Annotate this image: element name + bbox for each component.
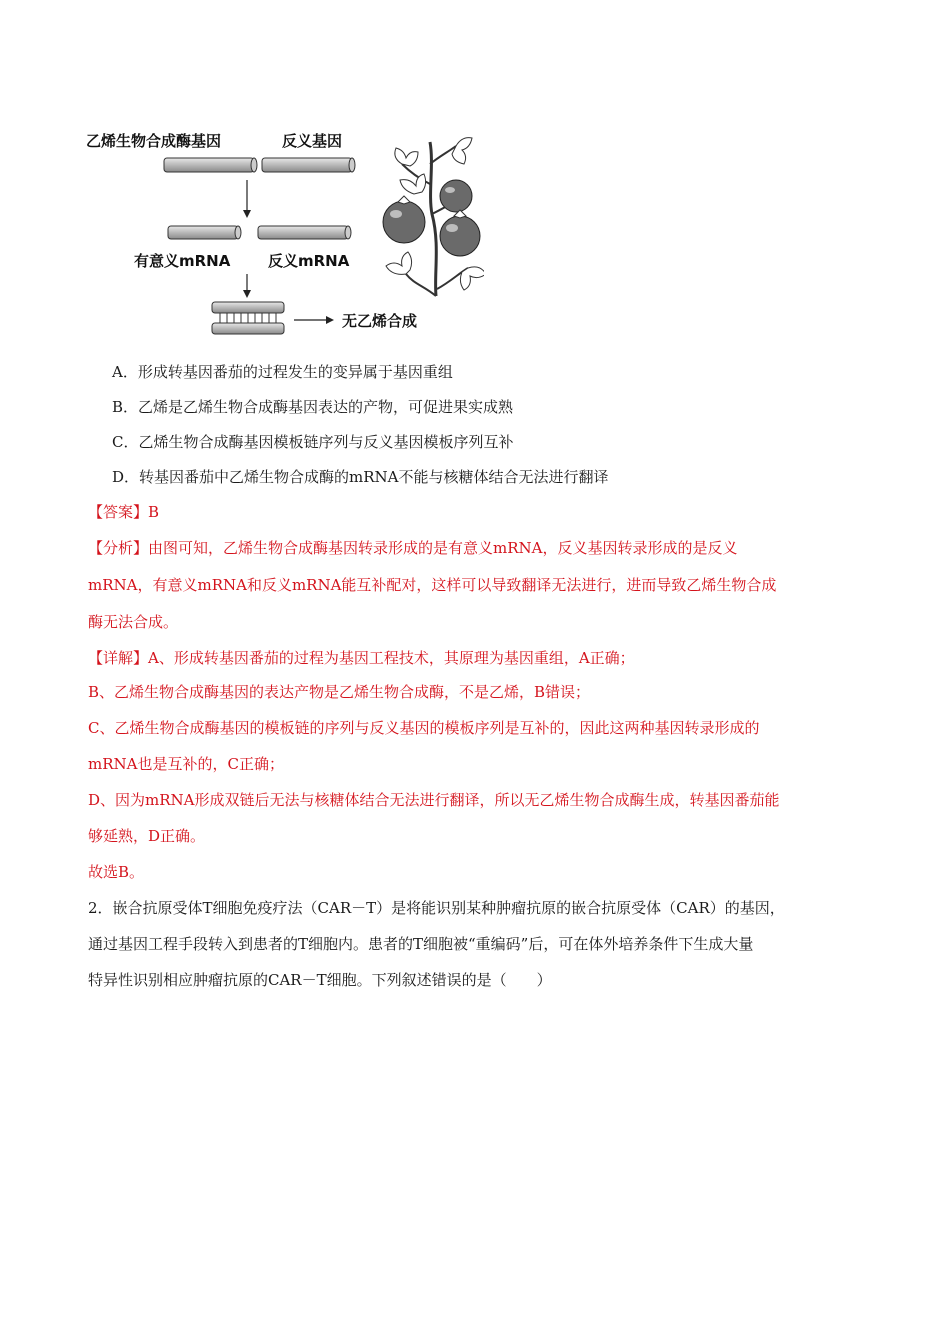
transcription-arrow xyxy=(243,180,251,218)
double-strand-mrna xyxy=(212,302,284,334)
tomato-plant-icon xyxy=(383,138,484,296)
question2-line-1: 2．嵌合抗原受体T细胞免疫疗法（CAR－T）是将能识别某种肿瘤抗原的嵌合抗原受体（CAR）的基因， xyxy=(88,899,785,917)
analysis-tag: 【分析】 xyxy=(88,539,149,557)
option-a: A．形成转基因番茄的过程发生的变异属于基因重组 xyxy=(112,363,453,381)
detail-tag: 【详解】 xyxy=(88,649,149,667)
detail-line-c2: mRNA也是互补的，C正确； xyxy=(88,755,284,773)
answer-value: B xyxy=(148,503,160,521)
option-d: D．转基因番茄中乙烯生物合成酶的mRNA不能与核糖体结合无法进行翻译 xyxy=(112,468,609,486)
detail-line-d2: 够延熟，D正确。 xyxy=(88,827,206,845)
antisense-gene-label: 反义基因 xyxy=(282,132,343,150)
answer-line xyxy=(88,502,868,522)
gene-diagram xyxy=(84,124,484,344)
detail-line-c1: C、乙烯生物合成酶基因的模板链的序列与反义基因的模板序列是互补的，因此这两种基因转录形成的 xyxy=(88,719,760,737)
antisense-gene-cylinder xyxy=(262,158,355,172)
option-c: C．乙烯生物合成酶基因模板链序列与反义基因模板序列互补 xyxy=(112,433,514,451)
sense-mrna-cylinder xyxy=(168,226,241,239)
detail-line-a: 【详解】A、形成转基因番茄的过程为基因工程技术，其原理为基因重组，A正确； xyxy=(88,649,635,667)
gene-label: 乙烯生物合成酶基因 xyxy=(86,132,222,150)
detail-line-d1: D、因为mRNA形成双链后无法与核糖体结合无法进行翻译，所以无乙烯生物合成酶生成，转基因番茄能 xyxy=(88,791,780,809)
antisense-mrna-label: 反义mRNA xyxy=(268,252,350,270)
result-arrow xyxy=(294,316,334,324)
conclusion-line: 故选B。 xyxy=(88,863,145,881)
sense-mrna-label: 有意义mRNA xyxy=(134,252,231,270)
pairing-arrow xyxy=(243,274,251,298)
antisense-mrna-cylinder xyxy=(258,226,351,239)
analysis-line-3: 酶无法合成。 xyxy=(88,613,179,631)
answer-tag: 【答案】 xyxy=(88,503,149,521)
analysis-line-2: mRNA，有意义mRNA和反义mRNA能互补配对，这样可以导致翻译无法进行，进而导致乙烯生物合成 xyxy=(88,576,777,594)
gene-cylinder xyxy=(164,158,257,172)
option-b: B．乙烯是乙烯生物合成酶基因表达的产物，可促进果实成熟 xyxy=(112,398,514,416)
analysis-line-1: 【分析】由图可知，乙烯生物合成酶基因转录形成的是有意义mRNA，反义基因转录形成的是反义 xyxy=(88,539,738,557)
question2-line-2: 通过基因工程手段转入到患者的T细胞内。患者的T细胞被“重编码”后，可在体外培养条件下生成大量 xyxy=(88,935,754,953)
question2-line-3: 特异性识别相应肿瘤抗原的CAR－T细胞。下列叙述错误的是（ ） xyxy=(88,971,552,989)
detail-line-b: B、乙烯生物合成酶基因的表达产物是乙烯生物合成酶，不是乙烯，B错误； xyxy=(88,683,591,701)
result-label: 无乙烯合成 xyxy=(342,312,418,330)
